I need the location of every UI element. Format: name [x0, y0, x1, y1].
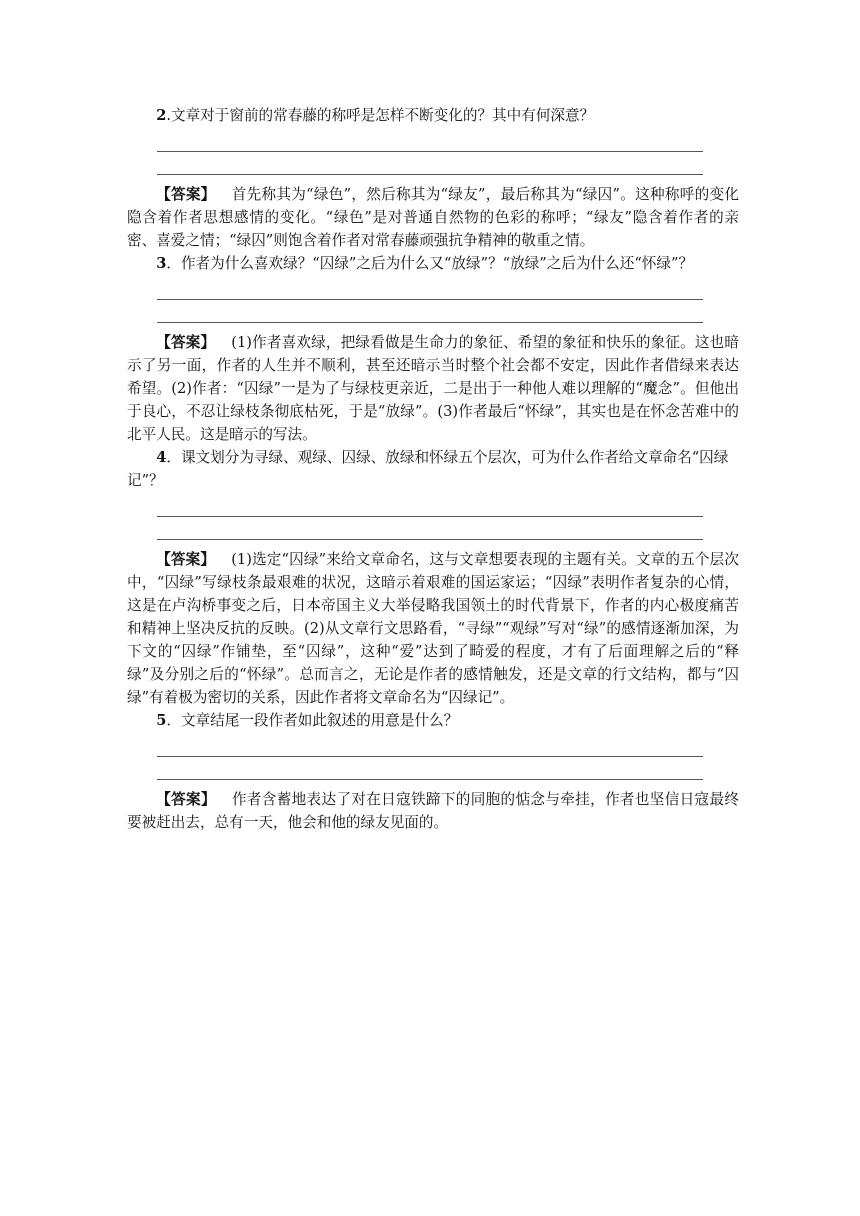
question-body: ．课文划分为寻绿、观绿、囚绿、放绿和怀绿五个层次，可为什么作者给文章命名“囚绿记”？: [127, 449, 729, 489]
question-number: 5: [156, 712, 167, 729]
question-body: ．作者为什么喜欢绿？“囚绿”之后为什么又“放绿”？“放绿”之后为什么还“怀绿”？: [166, 255, 694, 272]
answer-body: (1)选定“囚绿”来给文章命名，这与文章想要表现的主题有关。文章的五个层次中，“囚绿”写绿枝条最艰难的状况，这暗示着艰难的国运家运；“囚绿”表明作者复杂的心情，这是在卢沟桥事变之后，日本帝国主义大举侵略我国领土的时代背景下，作者的内心极度痛苦和精神上坚决反抗的反映。(2)从文章行文思路看，“寻绿”“观绿”写对“绿”的感情逐渐加深，为下文的“囚绿”作铺垫，至“囚绿”，这种“爱”达到了畸爱的程度，才有了后面理解之后的“释绿”及分别之后的“怀绿”。总而言之，无论是作者的感情触发，还是文章的行文结构，都与“囚绿”有着极为密切的关系，因此作者将文章命名为“囚绿记”。: [127, 551, 739, 706]
answer-tag: 【答案】: [156, 186, 216, 203]
question-text: [127, 446, 739, 492]
question-number: 3: [156, 255, 167, 272]
answer-tag: 【答案】: [156, 551, 216, 568]
question-block-4: [127, 446, 739, 709]
answer-text: [127, 548, 739, 709]
answer-blank-line: [157, 152, 703, 175]
question-number: 4: [156, 449, 167, 466]
answer-blank-line: [157, 277, 703, 300]
question-body: ．文章结尾一段作者如此叙述的用意是什么？: [166, 712, 459, 729]
question-block-5: [127, 709, 739, 834]
question-text: [127, 104, 739, 127]
answer-text: [127, 183, 739, 252]
question-text: [127, 252, 739, 275]
answer-body: (1)作者喜欢绿，把绿看做是生命力的象征、希望的象征和快乐的象征。这也暗示了另一面，作者的人生并不顺利，甚至还暗示当时整个社会都不安定，因此作者借绿来表达希望。(2)作者：“囚绿”一是为了与绿枝更亲近，二是出于一种他人难以理解的“魔念”。但他出于良心，不忍让绿枝条彻底枯死，于是“放绿”。(3)作者最后“怀绿”，其实也是在怀念苦难中的北平人民。这是暗示的写法。: [127, 334, 739, 443]
question-body: .文章对于窗前的常春藤的称呼是怎样不断变化的？其中有何深意？: [166, 107, 595, 124]
answer-body: 首先称其为“绿色”，然后称其为“绿友”，最后称其为“绿囚”。这种称呼的变化隐含着作者思想感情的变化。“绿色”是对普通自然物的色彩的称呼；“绿友”隐含着作者的亲密、喜爱之情；“绿囚”则饱含着作者对常春藤顽强抗争精神的敬重之情。: [127, 186, 739, 249]
question-block-3: [127, 252, 739, 446]
answer-text: [127, 788, 739, 834]
answer-blank-line: [157, 734, 703, 757]
question-number: 2: [156, 107, 167, 124]
answer-blank-line: [157, 517, 703, 540]
answer-body: 作者含蓄地表达了对在日寇铁蹄下的同胞的惦念与牵挂，作者也坚信日寇最终要被赶出去，总有一天，他会和他的绿友见面的。: [127, 791, 739, 831]
answer-blank-line: [157, 494, 703, 517]
answer-tag: 【答案】: [156, 791, 216, 808]
answer-blank-line: [157, 300, 703, 323]
answer-blank-line: [157, 757, 703, 780]
worksheet-page: [127, 104, 739, 834]
answer-text: [127, 331, 739, 446]
answer-tag: 【答案】: [156, 334, 216, 351]
question-text: [127, 709, 739, 732]
question-block-2: [127, 104, 739, 252]
answer-blank-line: [157, 129, 703, 152]
